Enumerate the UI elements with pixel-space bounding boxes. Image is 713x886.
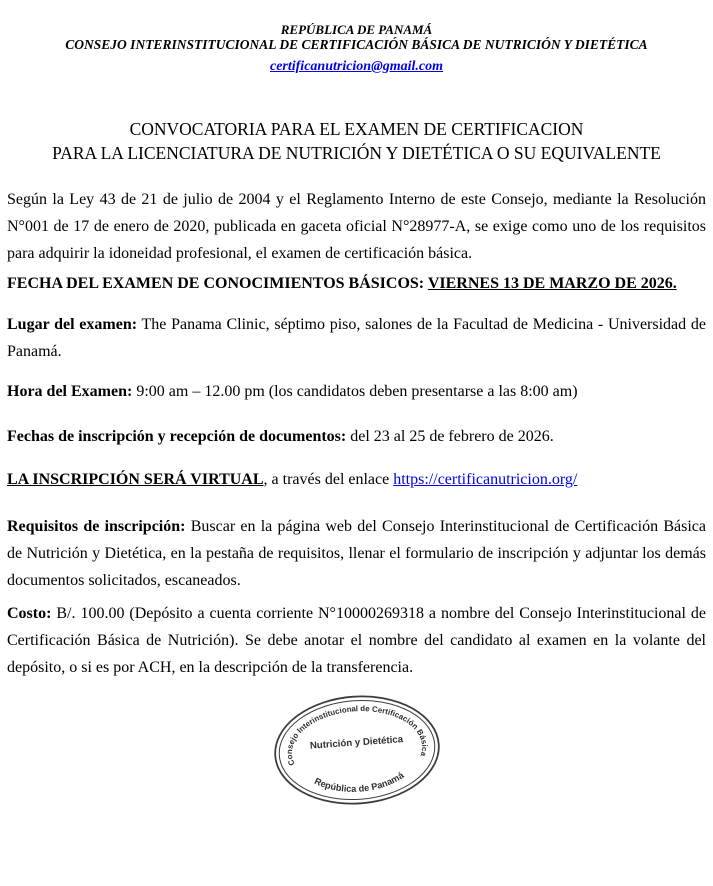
- cost-value: B/. 100.00 (Depósito a cuenta corriente N°10000269318 a nombre del Consejo Interinstitucional de Certificación Básica de Nutrición). Se debe anotar el nombre del candidato al examen en la volante del depósito, o si es por ACH, en la descripción de la transferencia.: [7, 605, 706, 676]
- seal-graphic: [266, 687, 448, 813]
- header-country: REPÚBLICA DE PANAMÁ: [280, 22, 433, 37]
- virtual-registration-highlight: LA INSCRIPCIÓN SERÁ VIRTUAL: [7, 471, 264, 488]
- website-link[interactable]: https://certificanutricion.org/: [393, 471, 578, 488]
- seal-bottom-text: República de Panamá: [312, 770, 406, 794]
- document-body: [7, 186, 706, 681]
- exam-time-label: Hora del Examen:: [7, 383, 133, 400]
- seal-center-text: Nutrición y Dietética: [309, 734, 404, 752]
- cost-paragraph: [7, 600, 706, 681]
- header-organization: CONSEJO INTERINSTITUCIONAL DE CERTIFICACIÓN BÁSICA DE NUTRICIÓN Y DIETÉTICA: [65, 37, 648, 52]
- intro-paragraph: [7, 186, 706, 267]
- virtual-registration-middle: , a través del enlace: [263, 471, 394, 488]
- exam-date-heading: [7, 270, 706, 297]
- document-title: [7, 117, 706, 165]
- exam-location-paragraph: [7, 311, 706, 365]
- registration-dates-value: del 23 al 25 de febrero de 2026.: [346, 428, 554, 445]
- header-email-row: [7, 57, 706, 75]
- exam-location-value: The Panama Clinic, séptimo piso, salones de la Facultad de Medicina - Universidad de Panamá.: [7, 316, 706, 360]
- seal-top-text: Consejo Interinstitucional de Certificación Básica: [284, 704, 430, 767]
- registration-dates-label: Fechas de inscripción y recepción de documentos:: [7, 428, 347, 445]
- official-seal: [266, 687, 448, 813]
- exam-location-label: Lugar del examen:: [7, 316, 138, 333]
- requirements-paragraph: [7, 513, 706, 594]
- virtual-registration-paragraph: [7, 466, 706, 493]
- exam-date-label: FECHA DEL EXAMEN DE CONOCIMIENTOS BÁSICOS:: [7, 275, 428, 292]
- email-link[interactable]: certificanutricion@gmail.com: [269, 59, 444, 74]
- exam-time-value: 9:00 am – 12.00 pm (los candidatos deben presentarse a las 8:00 am): [132, 383, 578, 400]
- registration-dates-paragraph: [7, 423, 706, 450]
- cost-label: Costo:: [7, 605, 52, 622]
- requirements-label: Requisitos de inscripción:: [7, 518, 186, 535]
- intro-text: Según la Ley 43 de 21 de julio de 2004 y el Reglamento Interno de este Consejo, mediante la Resolución N°001 de 17 de enero de 2020, publicada en gaceta oficial N°28977-A, se exige como uno de los requisitos para adquirir la idoneidad profesional, el examen de certificación básica.: [7, 191, 706, 262]
- exam-time-paragraph: [7, 378, 706, 405]
- document-header: [7, 22, 706, 75]
- exam-date-value: VIERNES 13 DE MARZO DE 2026.: [427, 275, 677, 292]
- title-line-2: PARA LA LICENCIATURA DE NUTRICIÓN Y DIETÉTICA O SU EQUIVALENTE: [52, 143, 661, 163]
- requirements-value: Buscar en la página web del Consejo Interinstitucional de Certificación Básica de Nutrición y Dietética, en la pestaña de requisitos, llenar el formulario de inscripción y adjuntar los demás documentos solicitados, escaneados.: [7, 518, 706, 589]
- title-line-1: CONVOCATORIA PARA EL EXAMEN DE CERTIFICACION: [129, 119, 584, 139]
